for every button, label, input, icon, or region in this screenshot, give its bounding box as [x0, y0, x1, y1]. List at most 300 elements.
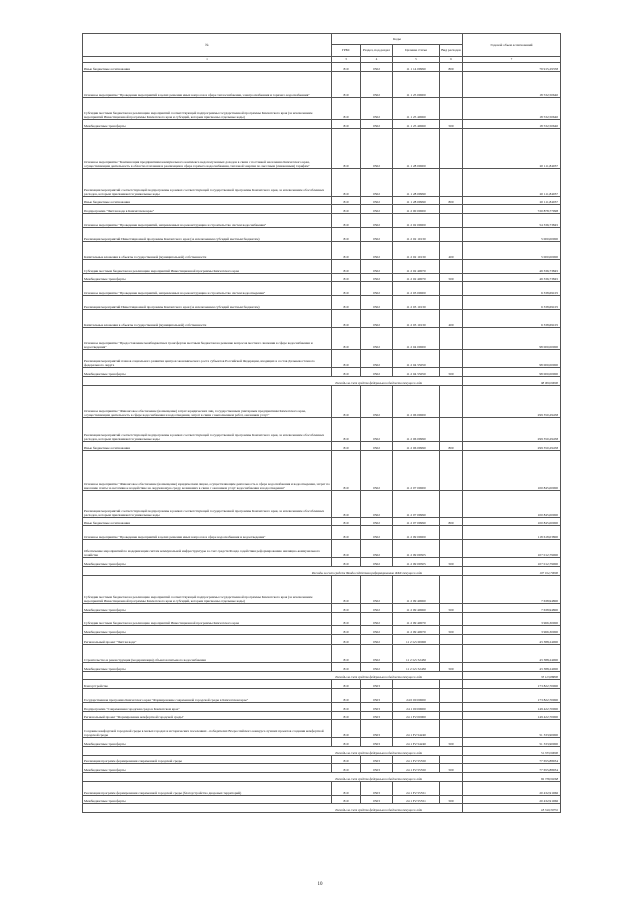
table-row [83, 517, 561, 526]
note-amount: 18 349,30732 [463, 804, 561, 813]
table-row [83, 97, 561, 119]
row-section: 0502 [361, 558, 393, 567]
row-name: Субсидии местным бюджетам на реализацию мероприятий Инвестиционной программы Камчатского края [83, 612, 332, 626]
row-name: Реализация мероприятий соответствующей подпрограммы в рамках соответствующей государственной программы Камчатского края, за исключением обособленных расходов, которым присваиваются уникальные коды [83, 169, 332, 196]
row-amount: 5 000,00000 [463, 241, 561, 259]
row-amount: 299 350,29458 [463, 442, 561, 451]
row-grbs: 810 [332, 720, 361, 738]
row-name: Основное мероприятие "Предоставление межбюджетных трансфертов местным бюджетам на решение вопросов местного значения в сфере водоснабжения и водоотведения" [83, 328, 332, 350]
table-row [83, 328, 561, 350]
row-grbs: 810 [332, 711, 361, 720]
row-target-article: 11 2 03 00000 [393, 282, 440, 296]
table-row [83, 310, 561, 328]
row-section: 0502 [361, 442, 393, 451]
row-name: Капитальные вложения в объекты государственной (муниципальной) собственности [83, 241, 332, 259]
table-row [83, 128, 561, 169]
row-grbs: 810 [332, 738, 361, 747]
row-expense-type [440, 282, 463, 296]
header-razdel: Раздел, под-раздел [361, 45, 393, 57]
row-target-article: 11 2 09 40070 [393, 626, 440, 635]
table-row [83, 720, 561, 738]
row-section: 0502 [361, 241, 393, 259]
row-amount: 20 432,91066 [463, 781, 561, 795]
row-target-article: 11 2 03 10130 [393, 310, 440, 328]
row-expense-type [440, 702, 463, 711]
table-row [83, 213, 561, 227]
row-expense-type [440, 417, 463, 441]
row-target-article: 24 1 F2 55550 [393, 764, 440, 773]
row-grbs: 810 [332, 644, 361, 662]
row-name: Иные бюджетные ассигнования [83, 517, 332, 526]
row-target-article: 11 2 09 40070 [393, 612, 440, 626]
row-target-article: 24 1 F2 00000 [393, 711, 440, 720]
row-section: 0502 [361, 310, 393, 328]
table-row [83, 259, 561, 273]
colnum: 7 [463, 57, 561, 63]
row-target-article: 24 1 F2 54240 [393, 738, 440, 747]
row-expense-type [440, 227, 463, 241]
row-name: Межбюджетные трансферты [83, 764, 332, 773]
table-row [83, 738, 561, 747]
table-row [83, 795, 561, 804]
row-grbs: 810 [332, 442, 361, 451]
row-target-article: 11 1 25 40060 [393, 119, 440, 128]
row-target-article [393, 680, 440, 689]
row-grbs: 810 [332, 626, 361, 635]
row-name: Обеспечение мероприятий по модернизации систем коммунальной инфраструктуры за счет средств Фонда содействия реформированию жилищно-коммунального хозяйства [83, 540, 332, 558]
row-section: 0503 [361, 688, 393, 702]
row-amount: 18 532,50640 [463, 119, 561, 128]
colnum: 6 [440, 57, 463, 63]
row-section: 0502 [361, 169, 393, 196]
row-expense-type [440, 328, 463, 350]
table-note-row [83, 566, 561, 575]
row-section: 0502 [361, 205, 393, 214]
row-target-article: 11 2 G5 00000 [393, 635, 440, 645]
row-expense-type: 500 [440, 764, 463, 773]
row-name: Основное мероприятие "Проведение мероприятий в целях решения иных вопросов в сфере водоснабжения и водоотведения" [83, 526, 332, 540]
table-row [83, 764, 561, 773]
row-expense-type [440, 97, 463, 119]
table-row [83, 688, 561, 702]
row-amount: 43 388,24000 [463, 635, 561, 645]
row-expense-type [440, 350, 463, 368]
row-amount: 7 638,94800 [463, 603, 561, 612]
row-target-article: 11 2 G5 52430 [393, 662, 440, 671]
table-row [83, 711, 561, 720]
row-grbs: 810 [332, 603, 361, 612]
table-row [83, 241, 561, 259]
row-section: 0503 [361, 702, 393, 711]
note-text: Расходы за счет средств Фонда содействия реформированию ЖКХ текущего года [83, 566, 463, 575]
row-section: 0502 [361, 526, 393, 540]
note-text: Расходы за счет средств федерального бюджета текущего года [83, 772, 463, 781]
table-row [83, 273, 561, 282]
row-name: Межбюджетные трансферты [83, 558, 332, 567]
row-target-article: 11 2 02 00000 [393, 213, 440, 227]
row-target-article: 11 2 06 09990 [393, 442, 440, 451]
row-expense-type [440, 540, 463, 558]
row-name: Подпрограмма "Современная городская среда в Камчатском крае" [83, 702, 332, 711]
row-name: Межбюджетные трансферты [83, 603, 332, 612]
row-grbs: 810 [332, 755, 361, 764]
row-grbs: 810 [332, 227, 361, 241]
table-row [83, 626, 561, 635]
row-expense-type [440, 781, 463, 795]
row-grbs: 810 [332, 662, 361, 671]
row-amount: 3 966,30000 [463, 612, 561, 626]
table-row [83, 196, 561, 205]
row-amount: 100 845,00000 [463, 517, 561, 526]
table-row [83, 169, 561, 196]
row-amount: 5 000,00000 [463, 227, 561, 241]
row-name: Межбюджетные трансферты [83, 273, 332, 282]
table-row [83, 368, 561, 377]
table-row [83, 540, 561, 558]
row-expense-type [440, 450, 463, 491]
row-name: Региональный проект "Чистая вода" [83, 635, 332, 645]
table-body [83, 63, 561, 813]
table-row [83, 205, 561, 214]
row-target-article: 11 2 07 00000 [393, 450, 440, 491]
row-target-article: 11 2 02 40070 [393, 259, 440, 273]
row-section: 0502 [361, 603, 393, 612]
row-amount: 107 012,79000 [463, 540, 561, 558]
row-grbs: 810 [332, 282, 361, 296]
row-expense-type: 400 [440, 241, 463, 259]
row-amount: 98 000,00000 [463, 328, 561, 350]
row-expense-type [440, 720, 463, 738]
row-target-article: 11 1 28 09990 [393, 169, 440, 196]
note-amount: 51 333,90000 [463, 746, 561, 755]
row-expense-type: 800 [440, 442, 463, 451]
row-section: 0502 [361, 227, 393, 241]
row-target-article: 11 2 09 40060 [393, 603, 440, 612]
row-amount: 98 000,00000 [463, 368, 561, 377]
row-section: 0502 [361, 517, 393, 526]
row-amount: 100 845,00000 [463, 491, 561, 517]
row-grbs: 810 [332, 635, 361, 645]
row-grbs: 810 [332, 558, 361, 567]
note-text: Расходы за счет средств федерального бюджета текущего года [83, 671, 463, 680]
row-name: Создание комфортной городской среды в малых городах и исторических поселениях - победителях Всероссийского конкурса лучших проектов создания комфортной городской среды [83, 720, 332, 738]
row-expense-type [440, 259, 463, 273]
table-row [83, 227, 561, 241]
row-section: 0503 [361, 755, 393, 764]
row-expense-type [440, 680, 463, 689]
row-target-article: 11 1 28 09990 [393, 196, 440, 205]
table-row [83, 119, 561, 128]
row-grbs: 810 [332, 63, 361, 72]
row-name: Основное мероприятие "Финансовое обеспечение (возмещение) затрат юридических лиц, государственным унитарным предприятиям Камчатского края, осуществляющим деятельность в сфере водоснабжения и водоотведения, затрат в связи с выполнением работ, оказанием услуг" [83, 385, 332, 417]
row-section: 0503 [361, 781, 393, 795]
row-name: Межбюджетные трансферты [83, 368, 332, 377]
row-amount: 20 111,84037 [463, 169, 561, 196]
row-section: 0502 [361, 282, 393, 296]
row-amount: 20 432,91066 [463, 795, 561, 804]
row-section: 0503 [361, 680, 393, 689]
row-section: 0502 [361, 612, 393, 626]
row-target-article: 11 2 06 09990 [393, 417, 440, 441]
row-expense-type [440, 205, 463, 214]
row-expense-type: 500 [440, 738, 463, 747]
row-expense-type: 500 [440, 273, 463, 282]
row-target-article: 11 1 28 00000 [393, 128, 440, 169]
row-grbs: 810 [332, 213, 361, 227]
row-grbs: 810 [332, 680, 361, 689]
table-row [83, 296, 561, 310]
row-amount: 118 618,03800 [463, 526, 561, 540]
row-target-article: 24 1 F2 55551 [393, 795, 440, 804]
row-expense-type [440, 213, 463, 227]
row-expense-type: 500 [440, 795, 463, 804]
row-grbs: 810 [332, 97, 361, 119]
colnum: 4 [361, 57, 393, 63]
row-name: Межбюджетные трансферты [83, 738, 332, 747]
row-amount: 51 333,90000 [463, 720, 561, 738]
row-section: 0502 [361, 491, 393, 517]
row-name: Межбюджетные трансферты [83, 795, 332, 804]
row-section: 0502 [361, 644, 393, 662]
row-amount: 149 422,70000 [463, 702, 561, 711]
table-row [83, 558, 561, 567]
row-target-article: 11 1 25 00000 [393, 71, 440, 97]
row-target-article: 11 1 14 09990 [393, 63, 440, 72]
table-row [83, 417, 561, 441]
row-grbs: 810 [332, 612, 361, 626]
row-target-article: 11 2 06 00000 [393, 385, 440, 417]
row-grbs: 810 [332, 795, 361, 804]
table-row [83, 644, 561, 662]
row-amount: 107 012,79000 [463, 558, 561, 567]
note-amount: 98 000,00000 [463, 376, 561, 385]
row-grbs: 810 [332, 196, 361, 205]
row-amount: 51 333,90000 [463, 738, 561, 747]
row-expense-type: 400 [440, 310, 463, 328]
row-section: 0502 [361, 97, 393, 119]
row-amount: 149 422,70000 [463, 711, 561, 720]
row-target-article: 11 2 00 00000 [393, 205, 440, 214]
table-row [83, 755, 561, 764]
row-name: Субсидии местным бюджетам на реализацию мероприятий соответствующей подпрограммы государственной программы Камчатского края (за исключением мероприятий Инвестиционной программы Камчатского края и субсидий, которым присвоены отдельные коды) [83, 97, 332, 119]
row-amount: 43 388,24000 [463, 644, 561, 662]
row-section: 0502 [361, 71, 393, 97]
note-amount: 107 012,79000 [463, 566, 561, 575]
row-section: 0502 [361, 196, 393, 205]
row-name: Региональный проект "Формирование комфортной городской среды" [83, 711, 332, 720]
row-target-article: 11 2 09 40060 [393, 575, 440, 603]
row-grbs: 810 [332, 310, 361, 328]
table-row [83, 442, 561, 451]
row-section: 0502 [361, 626, 393, 635]
row-grbs: 810 [332, 540, 361, 558]
row-amount: 173 822,70000 [463, 688, 561, 702]
document-sheet [82, 33, 560, 813]
row-amount: 98 000,00000 [463, 350, 561, 368]
row-expense-type [440, 169, 463, 196]
colnum: 3 [332, 57, 361, 63]
row-grbs: 810 [332, 781, 361, 795]
table-row [83, 526, 561, 540]
table-note-row [83, 376, 561, 385]
header-row-top [83, 34, 561, 45]
row-section: 0502 [361, 368, 393, 377]
row-amount: 49 336,73845 [463, 259, 561, 273]
row-grbs: 810 [332, 273, 361, 282]
table-row [83, 662, 561, 671]
row-grbs: 810 [332, 241, 361, 259]
row-name: Основное мероприятие "Финансовое обеспечение (возмещение) юридическим лицам, осуществляющим деятельность в сфере водоснабжения и водоотведения, затрат по внесению платы за негативное воздействие на окружающую среду, возникших в связи с оказанием услуг водоснабжения и водоотведения" [83, 450, 332, 491]
table-row [83, 781, 561, 795]
colnum: 5 [393, 57, 440, 63]
row-section: 0502 [361, 450, 393, 491]
header-grbs: ГРБС [332, 45, 361, 57]
row-section: 0503 [361, 795, 393, 804]
row-grbs: 810 [332, 328, 361, 350]
row-grbs: 810 [332, 259, 361, 273]
row-amount: 7 638,94800 [463, 575, 561, 603]
row-target-article: 11 2 02 10130 [393, 241, 440, 259]
note-amount: 69 738,99268 [463, 772, 561, 781]
row-target-article: 11 2 04 55050 [393, 350, 440, 368]
row-amount: 3 966,30000 [463, 626, 561, 635]
row-target-article: 11 2 G5 52430 [393, 644, 440, 662]
row-expense-type: 500 [440, 119, 463, 128]
row-grbs: 810 [332, 205, 361, 214]
row-target-article: 11 2 07 09990 [393, 491, 440, 517]
row-grbs: 810 [332, 417, 361, 441]
table-note-row [83, 746, 561, 755]
row-section: 0503 [361, 711, 393, 720]
row-name: Иные бюджетные ассигнования [83, 196, 332, 205]
row-section: 0502 [361, 296, 393, 310]
row-section: 0502 [361, 417, 393, 441]
row-grbs: 810 [332, 764, 361, 773]
row-section: 0502 [361, 128, 393, 169]
row-grbs: 810 [332, 526, 361, 540]
table-row [83, 350, 561, 368]
row-expense-type: 500 [440, 558, 463, 567]
row-name: Реализация мероприятий планов социального развития центров экономического роста субъектов Российской Федерации, входящих в состав Дальневосточного федерального округа [83, 350, 332, 368]
table-row [83, 680, 561, 689]
row-target-article: 11 2 07 09990 [393, 517, 440, 526]
row-expense-type [440, 128, 463, 169]
row-section: 0502 [361, 328, 393, 350]
row-amount: 720 878,77098 [463, 205, 561, 214]
header-volume: Годовой объем ассигнований [463, 34, 561, 57]
header-num: № [83, 34, 332, 57]
row-expense-type: 500 [440, 662, 463, 671]
row-section: 0502 [361, 635, 393, 645]
row-expense-type [440, 71, 463, 97]
row-expense-type [440, 755, 463, 764]
row-amount: 6 338,69105 [463, 310, 561, 328]
row-expense-type: 800 [440, 517, 463, 526]
row-target-article: 24 0 00 00000 [393, 688, 440, 702]
table-row [83, 491, 561, 517]
row-grbs: 810 [332, 450, 361, 491]
row-amount: 18 532,50640 [463, 71, 561, 97]
row-expense-type [440, 575, 463, 603]
row-amount: 54 336,73845 [463, 213, 561, 227]
colnum: 1 [83, 57, 332, 63]
row-amount: 299 350,29458 [463, 385, 561, 417]
row-grbs: 810 [332, 702, 361, 711]
table-note-row [83, 804, 561, 813]
row-grbs: 810 [332, 575, 361, 603]
row-amount: 49 336,73845 [463, 273, 561, 282]
row-grbs: 810 [332, 350, 361, 368]
note-text: Расходы за счет средств федерального бюджета текущего года [83, 376, 463, 385]
row-target-article: 11 2 03 10130 [393, 296, 440, 310]
row-grbs: 810 [332, 128, 361, 169]
row-section: 0502 [361, 63, 393, 72]
row-section: 0502 [361, 575, 393, 603]
row-name: Субсидии местным бюджетам на реализацию мероприятий соответствующей подпрограммы государственной программы Камчатского края (за исключением мероприятий Инвестиционной программы Камчатского края и субсидий, которым присвоены отдельные коды) [83, 575, 332, 603]
row-target-article: 24 1 F2 54240 [393, 720, 440, 738]
row-expense-type: 800 [440, 63, 463, 72]
row-amount: 18 532,50640 [463, 97, 561, 119]
row-name: Иные бюджетные ассигнования [83, 442, 332, 451]
row-name: Основное мероприятие "Проведение мероприятий, направленных на реконструкцию и строительство систем водоснабжения" [83, 213, 332, 227]
page-number: 10 [317, 882, 323, 887]
row-grbs: 810 [332, 296, 361, 310]
table-row [83, 635, 561, 645]
row-name: Реализация программ формирования современной городской среды (благоустройство дворовых территорий) [83, 781, 332, 795]
row-target-article: 11 2 04 00000 [393, 328, 440, 350]
row-section: 0502 [361, 350, 393, 368]
header-target: Целевая статья [393, 45, 440, 57]
row-name: Иные бюджетные ассигнования [83, 63, 332, 72]
row-name: Субсидии местным бюджетам на реализацию мероприятий Инвестиционной программы Камчатского края [83, 259, 332, 273]
row-expense-type [440, 491, 463, 517]
row-name: Основное мероприятие "Проведение мероприятий в целях решения иных вопросов в сфере теплоснабжения, электроснабжения и горячего водоснабжения" [83, 71, 332, 97]
row-section: 0502 [361, 119, 393, 128]
row-section: 0502 [361, 385, 393, 417]
row-amount: 43 388,24000 [463, 662, 561, 671]
row-amount: 6 338,69105 [463, 296, 561, 310]
appropriations-table [82, 33, 561, 813]
header-codes: Коды [332, 34, 463, 45]
row-amount: 100 845,00000 [463, 450, 561, 491]
row-target-article: 11 2 02 40070 [393, 273, 440, 282]
row-name: Основное мероприятие "Компенсация предприятиям коммунального комплекса недополученных доходов в связи с поставкой населению Камчатского края, осуществляющим деятельность в области отопления и реализации в сфере горячего водоснабжения, тепловой энергии по льготным (сниженным) тарифам" [83, 128, 332, 169]
row-amount: 173 822,70000 [463, 680, 561, 689]
row-amount: 77 655,88934 [463, 764, 561, 773]
table-row [83, 603, 561, 612]
row-name: Межбюджетные трансферты [83, 626, 332, 635]
row-grbs: 810 [332, 385, 361, 417]
row-expense-type: 500 [440, 626, 463, 635]
row-amount: 79 915,29358 [463, 63, 561, 72]
row-expense-type [440, 385, 463, 417]
row-name: Строительство и реконструкция (модернизация) объектов питьевого водоснабжения [83, 644, 332, 662]
row-section: 0503 [361, 738, 393, 747]
row-target-article: 24 1 00 00000 [393, 702, 440, 711]
row-name: Капитальные вложения в объекты государственной (муниципальной) собственности [83, 310, 332, 328]
row-expense-type [440, 612, 463, 626]
note-text: Расходы за счет средств федерального бюджета текущего года [83, 804, 463, 813]
table-note-row [83, 671, 561, 680]
row-target-article: 11 2 04 55050 [393, 368, 440, 377]
row-target-article: 11 2 02 10130 [393, 227, 440, 241]
row-name: Реализация мероприятий соответствующей подпрограммы в рамках соответствующей государственной программы Камчатского края, за исключением обособленных расходов, которым присваиваются уникальные коды [83, 491, 332, 517]
table-row [83, 71, 561, 97]
row-name: Межбюджетные трансферты [83, 119, 332, 128]
row-amount: 20 111,84037 [463, 196, 561, 205]
row-grbs: 810 [332, 169, 361, 196]
row-name: Государственная программа Камчатского края "Формирование современной городской среды в Камчатском крае" [83, 688, 332, 702]
